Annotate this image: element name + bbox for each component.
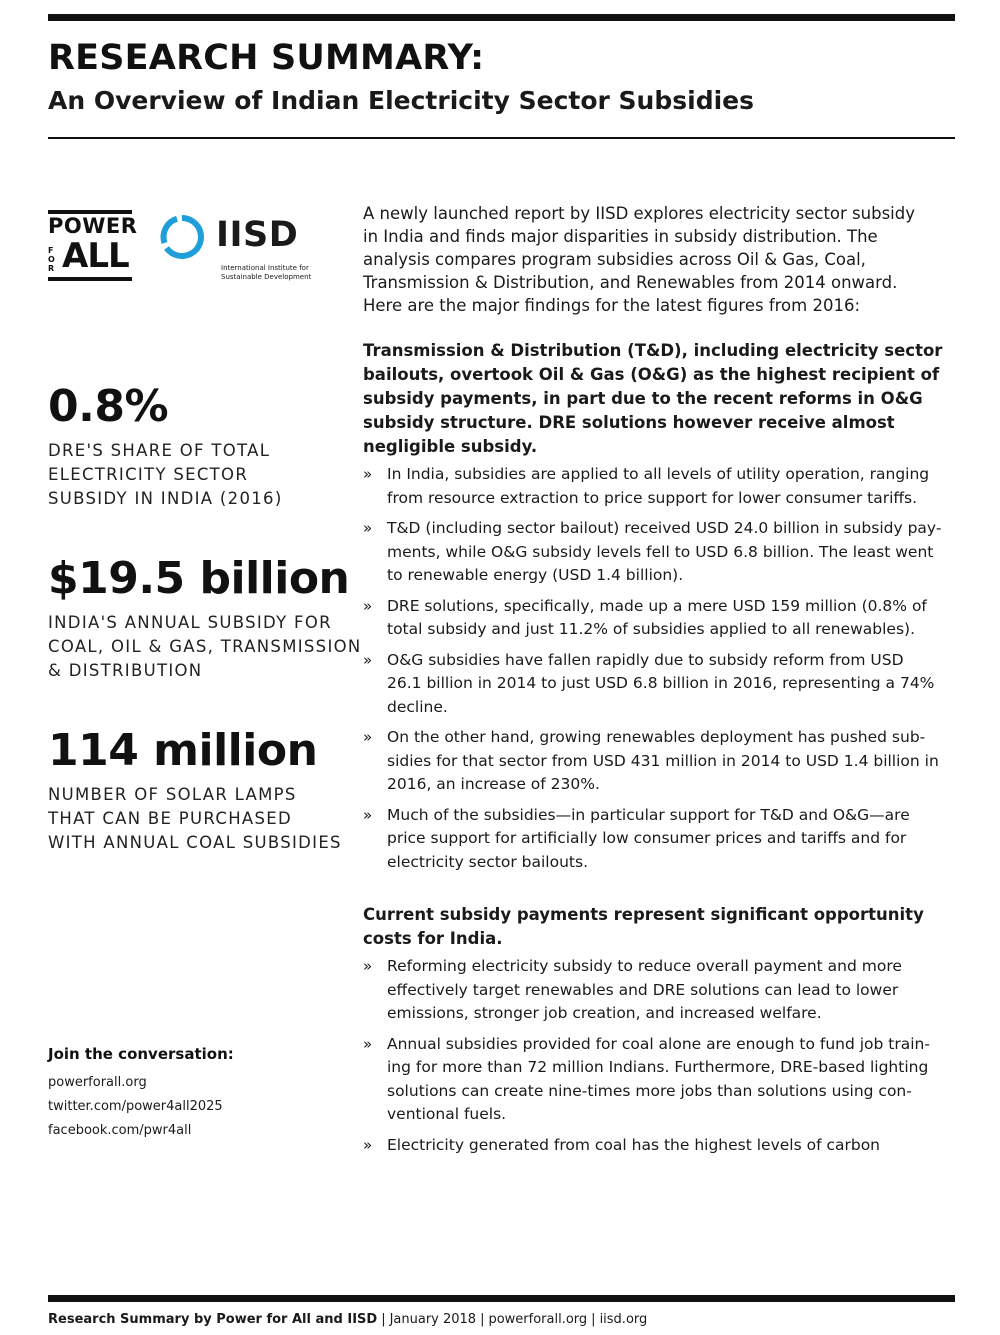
stat-desc-line: ELECTRICITY SECTOR xyxy=(48,465,249,484)
intro-paragraph xyxy=(363,202,958,317)
page-title: RESEARCH SUMMARY: xyxy=(48,38,485,78)
stat-desc-line: SUBSIDY IN INDIA (2016) xyxy=(48,489,283,508)
stat-desc-line: INDIA'S ANNUAL SUBSIDY FOR xyxy=(48,613,332,632)
link-powerforall[interactable]: powerforall.org xyxy=(48,1075,147,1090)
list-item-line: ing for more than 72 million Indians. Furthermore, DRE-based lighting xyxy=(387,1058,929,1076)
logo-text-power: POWER xyxy=(48,214,138,238)
list-item-line: DRE solutions, specifically, made up a mere USD 159 million (0.8% of xyxy=(387,596,927,615)
iisd-logo xyxy=(157,212,327,287)
bullet-marker: » xyxy=(363,465,373,483)
footer-rule xyxy=(48,1295,955,1302)
heading-line: Transmission & Distribution (T&D), including electricity sector xyxy=(363,341,943,360)
finding-heading-td xyxy=(363,339,958,459)
bullet-marker: » xyxy=(363,596,373,615)
stat-solar-lamps xyxy=(48,725,342,855)
page-subtitle: An Overview of Indian Electricity Sector Subsidies xyxy=(48,86,754,115)
list-item-line: emissions, stronger job creation, and increased welfare. xyxy=(387,1004,822,1022)
list-item-line: solutions can create nine-times more jobs than solutions using con- xyxy=(387,1081,912,1100)
logo-text-for-value: FOR xyxy=(48,246,55,273)
stat-desc-line: WITH ANNUAL COAL SUBSIDIES xyxy=(48,833,342,852)
link-facebook[interactable]: facebook.com/pwr4all xyxy=(48,1123,192,1138)
list-item-line: 26.1 billion in 2014 to just USD 6.8 billion in 2016, representing a 74% xyxy=(387,674,935,692)
bullet-marker: » xyxy=(363,957,373,975)
list-item-line: ventional fuels. xyxy=(387,1105,507,1123)
heading-line: costs for India. xyxy=(363,929,503,948)
footer-link-iisd[interactable]: iisd.org xyxy=(599,1312,648,1327)
bullet-marker: » xyxy=(363,519,373,537)
list-item-line: 2016, an increase of 230%. xyxy=(387,775,600,793)
list-item-line: Reforming electricity subsidy to reduce overall payment and more xyxy=(387,957,902,975)
list-item xyxy=(363,649,958,720)
logo-text-all: ALL xyxy=(62,236,129,276)
bullet-marker: » xyxy=(363,728,373,746)
bullet-marker: » xyxy=(363,650,373,669)
heading-line: bailouts, overtook Oil & Gas (O&G) as the highest recipient of xyxy=(363,365,940,384)
list-item-line: Electricity generated from coal has the highest levels of carbon xyxy=(387,1135,881,1154)
list-item-line: decline. xyxy=(387,697,448,716)
intro-line: Transmission & Distribution, and Renewables from 2014 onward. xyxy=(363,273,898,292)
list-item-line: Much of the subsidies—in particular support for T&D and O&G—are xyxy=(387,805,910,824)
stat-desc-line: DRE'S SHARE OF TOTAL xyxy=(48,441,271,460)
iisd-tagline-line2: Sustainable Development xyxy=(221,272,312,281)
list-item-line: On the other hand, growing renewables deployment has pushed sub- xyxy=(387,728,926,746)
stat-desc-line: & DISTRIBUTION xyxy=(48,661,203,680)
footer-credit: Research Summary by Power for All and IISD xyxy=(48,1312,378,1327)
footer-link-powerforall[interactable]: powerforall.org xyxy=(488,1312,588,1327)
list-item-line: ments, while O&G subsidy levels fell to USD 6.8 billion. The least went xyxy=(387,542,934,561)
stat-description xyxy=(48,439,283,511)
bullet-marker: » xyxy=(363,805,373,824)
stat-desc-line: NUMBER OF SOLAR LAMPS xyxy=(48,785,297,804)
list-item xyxy=(363,1134,958,1158)
heading-line: subsidy structure. DRE solutions however receive almost xyxy=(363,413,895,432)
iisd-ring-icon xyxy=(157,212,207,262)
list-item-line: from resource extraction to price support for lower consumer tariffs. xyxy=(387,488,918,507)
heading-line: Current subsidy payments represent significant opportunity xyxy=(363,905,924,924)
main-content xyxy=(363,202,958,1164)
list-item-line: T&D (including sector bailout) received USD 24.0 billion in subsidy pay- xyxy=(387,519,942,537)
stat-desc-line: COAL, OIL & GAS, TRANSMISSION xyxy=(48,637,362,656)
findings-list-td xyxy=(363,463,958,874)
list-item xyxy=(363,726,958,797)
footer-date: January 2018 xyxy=(389,1312,477,1327)
list-item-line: to renewable energy (USD 1.4 billion). xyxy=(387,566,684,584)
intro-line: Here are the major findings for the latest figures from 2016: xyxy=(363,296,861,315)
footer-separator: | xyxy=(591,1312,596,1327)
iisd-tagline-line1: International Institute for xyxy=(221,264,309,272)
list-item xyxy=(363,595,958,642)
list-item-line: sidies for that sector from USD 431 million in 2014 to USD 1.4 billion in xyxy=(387,751,939,770)
findings-list-opportunity xyxy=(363,955,958,1157)
iisd-wordmark: IISD xyxy=(216,215,299,255)
join-title: Join the conversation: xyxy=(48,1045,234,1063)
footer-separator: | xyxy=(480,1312,485,1327)
stat-dre-share xyxy=(48,381,283,511)
list-item-line: In India, subsidies are applied to all levels of utility operation, ranging xyxy=(387,465,930,483)
join-conversation xyxy=(48,1045,234,1143)
list-item-line: price support for artificially low consumer prices and tariffs and for xyxy=(387,829,907,847)
footer-separator: | xyxy=(381,1312,386,1327)
bullet-marker: » xyxy=(363,1034,373,1053)
list-item-line: effectively target renewables and DRE solutions can lead to lower xyxy=(387,980,899,999)
bullet-marker: » xyxy=(363,1135,373,1154)
heading-line: negligible subsidy. xyxy=(363,437,538,456)
list-item-line: total subsidy and just 11.2% of subsidies applied to all renewables). xyxy=(387,620,916,638)
list-item xyxy=(363,804,958,875)
finding-heading-opportunity xyxy=(363,903,958,951)
stat-description xyxy=(48,783,342,855)
power-for-all-logo xyxy=(48,210,138,284)
stat-value: 0.8% xyxy=(48,381,169,432)
stat-desc-line: THAT CAN BE PURCHASED xyxy=(48,809,292,828)
intro-line: in India and finds major disparities in subsidy distribution. The xyxy=(363,227,878,246)
stat-annual-subsidy xyxy=(48,553,362,683)
list-item xyxy=(363,463,958,510)
stat-value: 114 million xyxy=(48,725,318,776)
link-twitter[interactable]: twitter.com/power4all2025 xyxy=(48,1099,223,1114)
list-item xyxy=(363,517,958,588)
iisd-tagline xyxy=(221,264,311,282)
logo-bar-bottom xyxy=(48,277,132,281)
list-item xyxy=(363,955,958,1026)
list-item-line: Annual subsidies provided for coal alone are enough to fund job train- xyxy=(387,1034,930,1053)
stat-value: $19.5 billion xyxy=(48,553,350,604)
intro-line: analysis compares program subsidies across Oil & Gas, Coal, xyxy=(363,250,866,269)
heading-line: subsidy payments, in part due to the recent reforms in O&G xyxy=(363,389,923,408)
logo-text-for xyxy=(48,246,58,274)
header-divider xyxy=(48,137,955,139)
list-item-line: electricity sector bailouts. xyxy=(387,852,588,871)
top-rule xyxy=(48,14,955,21)
list-item-line: O&G subsidies have fallen rapidly due to subsidy reform from USD xyxy=(387,650,904,669)
list-item xyxy=(363,1033,958,1127)
stat-description xyxy=(48,611,362,683)
footer xyxy=(48,1312,647,1327)
intro-line: A newly launched report by IISD explores electricity sector subsidy xyxy=(363,204,916,223)
